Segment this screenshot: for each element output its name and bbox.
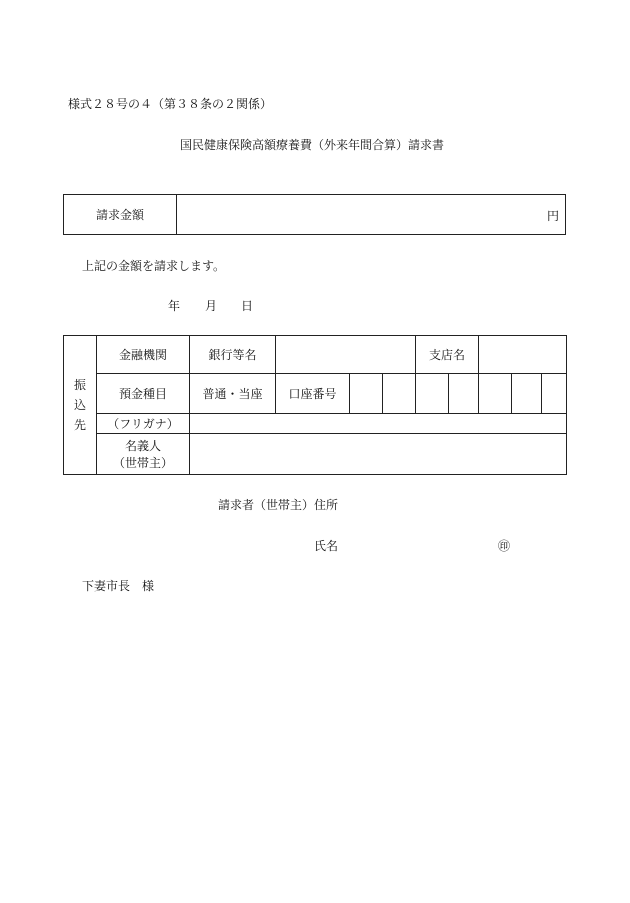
branch-name-field[interactable] xyxy=(479,336,567,374)
amount-box xyxy=(63,194,566,235)
document-title: 国民健康保険高額療養費（外来年間合算）請求書 xyxy=(180,138,445,152)
account-digit-cell[interactable] xyxy=(449,374,479,414)
applicant-address-label: 請求者（世帯主）住所 xyxy=(218,498,339,512)
account-digit-cell[interactable] xyxy=(416,374,449,414)
deposit-type-value[interactable]: 普通・当座 xyxy=(190,374,276,414)
furigana-field[interactable] xyxy=(190,414,567,434)
institution-label: 金融機関 xyxy=(97,336,190,374)
bank-suffix: 銀行等名 xyxy=(190,336,276,374)
deposit-type-label: 預金種目 xyxy=(97,374,190,414)
side-char: 先 xyxy=(73,418,86,432)
account-digit-cell[interactable] xyxy=(350,374,383,414)
date-month-label: 月 xyxy=(205,299,218,313)
branch-label: 支店名 xyxy=(416,336,479,374)
transfer-destination-label xyxy=(64,336,97,475)
account-digit-cell[interactable] xyxy=(479,374,512,414)
seal-mark: ㊞ xyxy=(498,539,511,553)
amount-unit: 円 xyxy=(546,209,559,223)
side-char: 込 xyxy=(73,398,86,412)
account-digit-cell[interactable] xyxy=(512,374,542,414)
holder-label-line: （世帯主） xyxy=(112,456,173,470)
account-holder-label xyxy=(97,434,190,475)
date-year-label: 年 xyxy=(168,299,181,313)
account-digit-cell[interactable] xyxy=(542,374,567,414)
side-char: 振 xyxy=(73,378,86,392)
applicant-name-label: 氏名 xyxy=(314,539,339,553)
bank-transfer-table xyxy=(63,335,567,475)
account-holder-field[interactable] xyxy=(190,434,567,475)
furigana-label: （フリガナ） xyxy=(97,414,190,434)
holder-label-line: 名義人 xyxy=(124,439,161,453)
amount-label: 請求金額 xyxy=(64,195,177,234)
account-number-label: 口座番号 xyxy=(276,374,350,414)
request-statement: 上記の金額を請求します。 xyxy=(82,259,226,273)
date-day-label: 日 xyxy=(241,299,254,313)
account-digit-cell[interactable] xyxy=(383,374,416,414)
bank-name-field[interactable] xyxy=(276,336,416,374)
form-number: 様式２８号の４（第３８条の２関係） xyxy=(68,97,273,111)
addressee: 下妻市長 様 xyxy=(82,579,155,593)
